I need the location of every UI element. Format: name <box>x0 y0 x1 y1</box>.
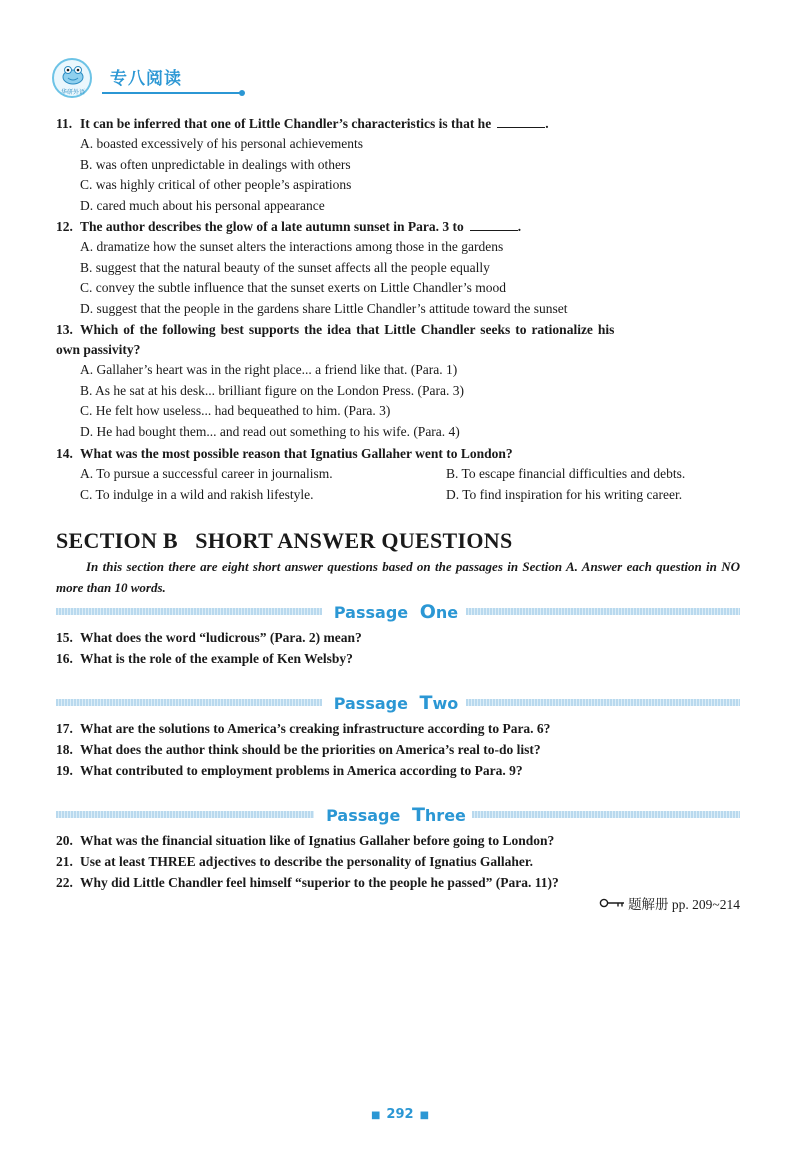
question-number: 20. <box>56 833 73 848</box>
option-c: C. convey the subtle influence that the sunset exerts on Little Chandler’s mood <box>80 280 507 296</box>
passage-two-banner <box>56 694 740 714</box>
option-b: B. was often unpredictable in dealings with others <box>80 156 351 172</box>
passage-label: Passage <box>320 806 406 825</box>
passage-label-initial: T <box>411 804 425 826</box>
option-a: A. Gallaher’s heart was in the right place... a friend like that. (Para. 1) <box>80 362 458 377</box>
header-divider <box>102 92 242 94</box>
options-row-1 <box>56 464 740 485</box>
question-number: 14. <box>56 446 73 461</box>
question-number: 22. <box>56 875 73 890</box>
short-answer-16 <box>56 648 740 669</box>
section-b-title: SECTION B SHORT ANSWER QUESTIONS <box>56 528 513 553</box>
book-series-title: 专八阅读 <box>110 69 182 89</box>
question-end-punct: . <box>545 116 549 131</box>
options-row-2 <box>56 485 740 506</box>
answer-blank <box>470 218 518 231</box>
short-answer-21 <box>56 851 740 872</box>
question-text: What was the financial situation like of Ignatius Gallaher before going to London? <box>80 833 555 848</box>
page-number <box>0 1107 800 1122</box>
question-text: The author describes the glow of a late autumn sunset in Para. 3 to <box>80 219 464 234</box>
logo-text: 华研外语 <box>60 89 85 96</box>
frog-logo-icon <box>60 64 86 86</box>
option-c: C. He felt how useless... had bequeathed to him. (Para. 3) <box>80 403 391 419</box>
question-text: Why did Little Chandler feel himself “superior to the people he passed” (Para. 11)? <box>80 875 559 890</box>
question-text: What contributed to employment problems in America according to Para. 9? <box>80 763 523 778</box>
page-number-text: 292 <box>386 1107 414 1122</box>
option-c: C. To indulge in a wild and rakish lifestyle. <box>80 486 314 502</box>
short-answer-18 <box>56 739 740 760</box>
short-answer-22 <box>56 872 740 893</box>
option-a: A. boasted excessively of his personal achievements <box>80 136 364 151</box>
short-answer-19 <box>56 760 740 781</box>
page-dot-right: ■ <box>419 1110 430 1121</box>
option-c: C. was highly critical of other people’s aspirations <box>80 177 352 193</box>
short-answer-20 <box>56 830 740 851</box>
question-text: What are the solutions to America’s creaking infrastructure according to Para. 6? <box>80 721 551 736</box>
passage-label-rest: wo <box>432 694 459 713</box>
option-a: A. To pursue a successful career in journalism. <box>80 466 333 481</box>
question-text: What does the word “ludicrous” (Para. 2) mean? <box>80 630 362 645</box>
question-number: 11. <box>56 116 73 131</box>
question-text: Use at least THREE adjectives to describe the personality of Ignatius Gallaher. <box>80 854 533 869</box>
brand-logo <box>52 58 92 98</box>
option-b: B. To escape financial difficulties and debts. <box>446 466 686 481</box>
question-text: What is the role of the example of Ken Welsby? <box>80 651 353 666</box>
short-answer-15 <box>56 627 740 648</box>
question-11 <box>56 114 740 216</box>
passage-three-banner <box>56 806 740 826</box>
option-b: B. As he sat at his desk... brilliant figure on the London Press. (Para. 3) <box>80 382 464 398</box>
answer-blank <box>497 115 545 128</box>
question-text: Which of the following best supports the idea that Little Chandler seeks to rationalize his <box>80 322 615 337</box>
question-13 <box>56 320 740 442</box>
question-text: What does the author think should be the priorities on America’s real to-do list? <box>80 742 541 757</box>
question-text: It can be inferred that one of Little Chandler’s characteristics is that he <box>80 116 492 131</box>
question-number: 16. <box>56 651 73 666</box>
question-12 <box>56 217 740 319</box>
option-d: D. He had bought them... and read out something to his wife. (Para. 4) <box>80 423 460 439</box>
option-d: D. To find inspiration for his writing career. <box>446 486 683 502</box>
section-b-instructions: In this section there are eight short answer questions based on the passages in Section A. Answer each question in NO more than 10 words. <box>56 559 740 595</box>
key-icon <box>599 898 625 908</box>
page-dot-left: ■ <box>370 1110 381 1121</box>
passage-label: Passage <box>328 694 414 713</box>
question-number: 17. <box>56 721 73 736</box>
option-d: D. suggest that the people in the gardens share Little Chandler’s attitude toward the sunset <box>80 300 568 316</box>
answer-key-reference <box>599 893 740 913</box>
answer-key-text: 题解册 pp. 209~214 <box>628 897 740 912</box>
question-number: 13. <box>56 322 73 337</box>
passage-label-initial: O <box>419 601 436 623</box>
option-d: D. cared much about his personal appearance <box>80 197 325 213</box>
passage-one-banner <box>56 603 740 623</box>
option-b: B. suggest that the natural beauty of the sunset affects all the people equally <box>80 259 490 275</box>
page-header <box>52 58 232 98</box>
passage-label-rest: hree <box>424 806 466 825</box>
question-number: 19. <box>56 763 73 778</box>
question-number: 18. <box>56 742 73 757</box>
question-number: 21. <box>56 854 73 869</box>
question-end-punct: . <box>517 219 522 234</box>
question-14 <box>56 444 740 505</box>
passage-label-rest: ne <box>435 603 459 622</box>
question-number: 12. <box>56 219 73 234</box>
passage-label: Passage <box>328 603 414 622</box>
question-text: What was the most possible reason that Ignatius Gallaher went to London? <box>80 446 513 461</box>
question-text-cont: own passivity? <box>56 342 141 357</box>
question-number: 15. <box>56 630 73 645</box>
short-answer-17 <box>56 718 740 739</box>
passage-label-initial: T <box>419 692 433 714</box>
option-a: A. dramatize how the sunset alters the interactions among those in the gardens <box>80 239 504 254</box>
